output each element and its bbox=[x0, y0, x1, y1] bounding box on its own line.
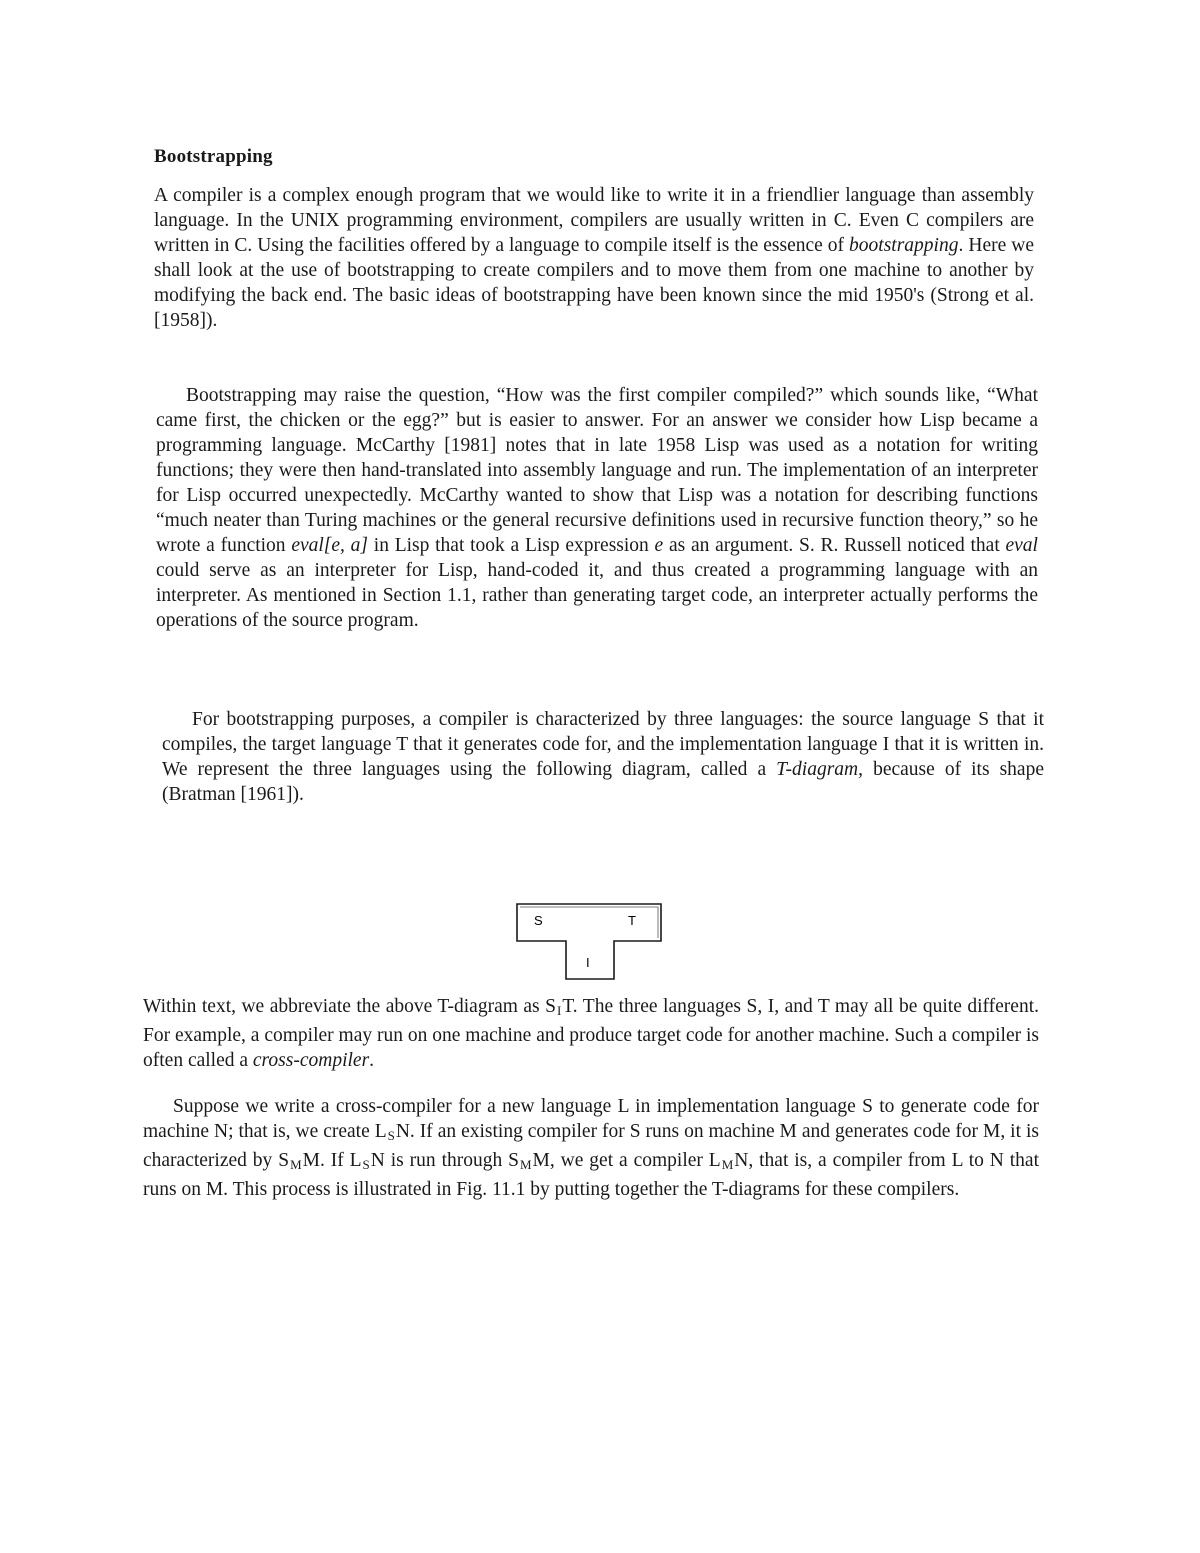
term-cross-compiler: cross-compiler bbox=[252, 1050, 370, 1071]
term-bootstrapping: bootstrapping bbox=[849, 235, 959, 256]
paragraph-three-languages: For bootstrapping purposes, a compiler is characterized by three languages: the source language S that it compiles, the target language T that it generates code for, and the implementation language I that it is written in. We represent the three languages using the following diagram, called a T-diagram, because of its shape (Bratman [1961]). bbox=[162, 709, 1044, 805]
term-eval-function: eval[e, a] bbox=[291, 535, 369, 556]
term-eval: eval bbox=[1005, 535, 1038, 556]
section-heading: Bootstrapping bbox=[154, 146, 273, 167]
t-diagram bbox=[516, 903, 662, 981]
t-diagram-impl-label: I bbox=[586, 955, 590, 970]
t-diagram-target-label: T bbox=[628, 913, 636, 928]
term-t-diagram: T-diagram, bbox=[776, 759, 864, 780]
paragraph-cross-compiler: Within text, we abbreviate the above T-diagram as $S_IT$. The three languages S, I, and T may all be quite different. For example, a compiler may run on one machine and produce target code for another machine. Such a compiler is often called a cross-compiler. bbox=[143, 996, 1039, 1071]
term-expression-e: e bbox=[654, 535, 664, 556]
t-diagram-source-label: S bbox=[534, 913, 543, 928]
paragraph-intro: A compiler is a complex enough program that we would like to write it in a friendlier language than assembly language. In the UNIX programming environment, compilers are usually written in C. Even C compilers are written in C. Using the facilities offered by a language to compile itself is the essence of bootstrapping. Here we shall look at the use of bootstrapping to create compilers and to move them from one machine to another by modifying the back end. The basic ideas of bootstrapping have been known since the mid 1950's (Strong et al. [1958]). bbox=[154, 185, 1034, 331]
paragraph-lisp-history: Bootstrapping may raise the question, “How was the first compiler compiled?” which sounds like, “What came first, the chicken or the egg?” but is easier to answer. For an answer we consider how Lisp became a programming language. McCarthy [1981] notes that in late 1958 Lisp was used as a notation for writing functions; they were then hand-translated into assembly language and run. The implementation of an interpreter for Lisp occurred unexpectedly. McCarthy wanted to show that Lisp was a notation for describing functions “much neater than Turing machines or the general recursive definitions used in recursive function theory,” so he wrote a function eval[e, a] in Lisp that took a Lisp expression e as an argument. S. R. Russell noticed that eval could serve as an interpreter for Lisp, hand-coded it, and thus created a programming language with an interpreter. As mentioned in Section 1.1, rather than generating target code, an interpreter actually performs the operations of the source program. bbox=[156, 385, 1038, 631]
paragraph-cross-compiler-example: Suppose we write a cross-compiler for a new language L in implementation language S to generate code for machine N; that is, we create $L_SN$. If an existing compiler for S runs on machine M and generates code for M, it is characterized by $S_MM$. If $L_SN$ is run through $S_MM$, we get a compiler $L_MN$, that is, a compiler from L to N that runs on M. This process is illustrated in Fig. 11.1 by putting together the T-diagrams for these compilers. bbox=[143, 1096, 1039, 1200]
